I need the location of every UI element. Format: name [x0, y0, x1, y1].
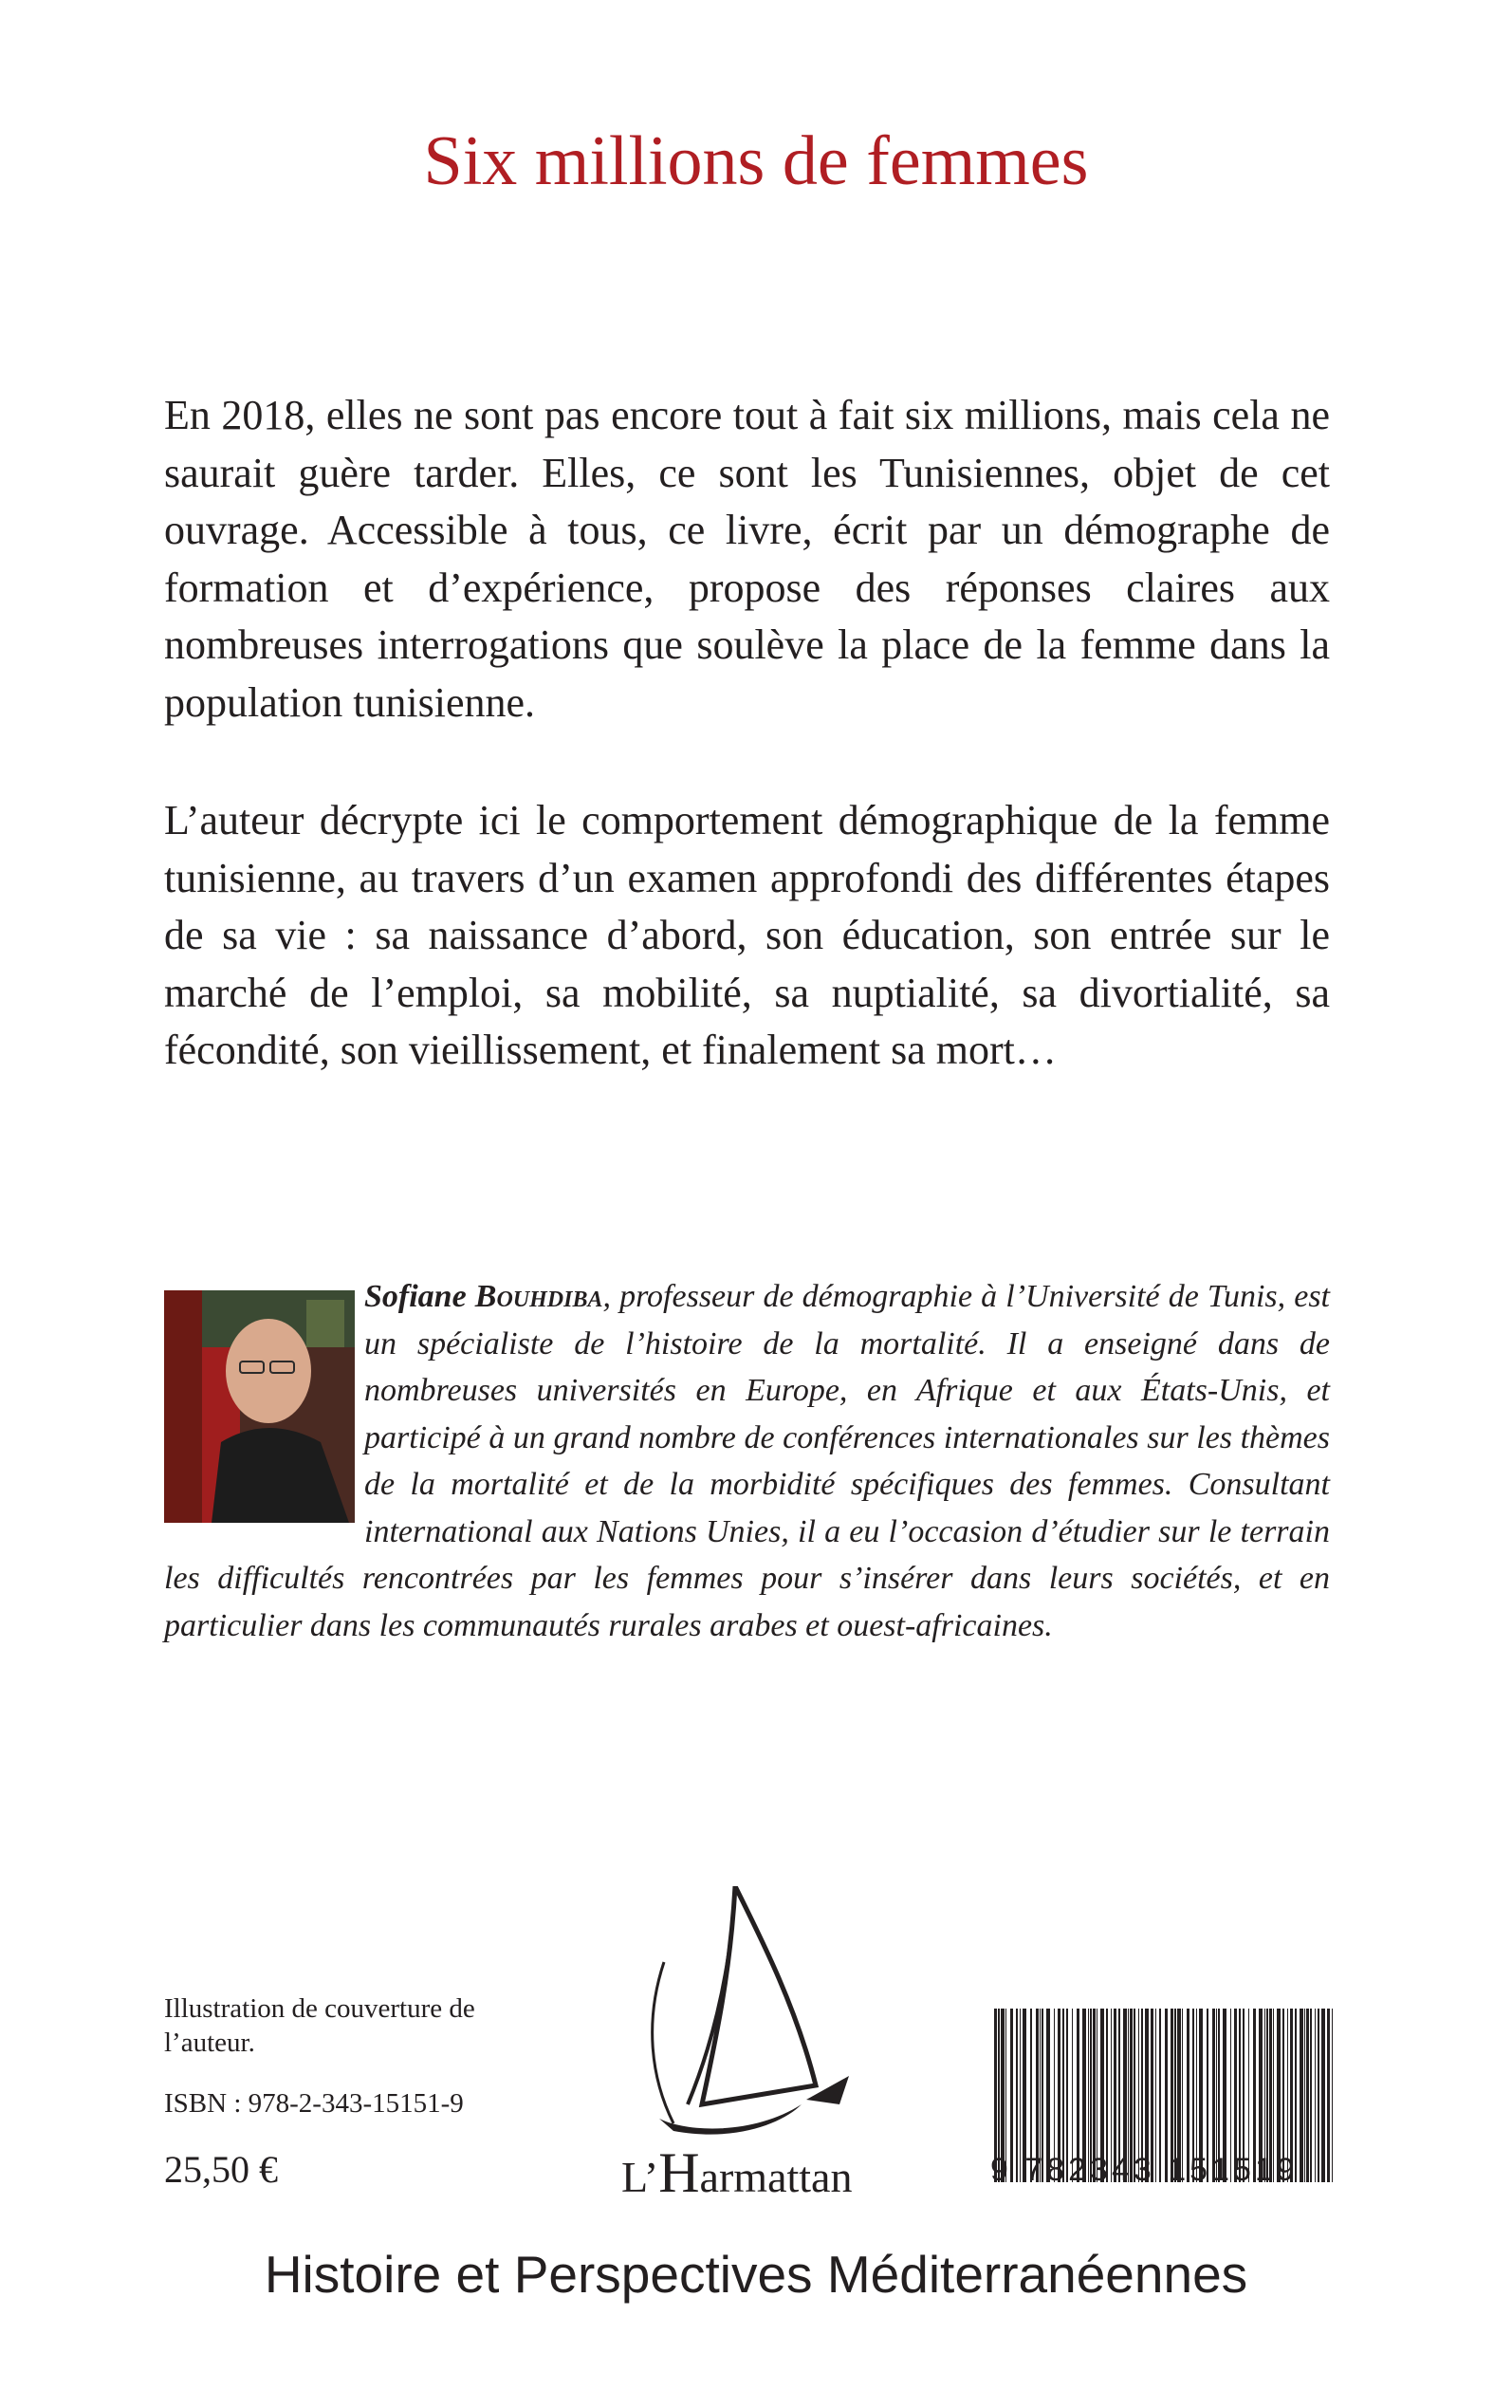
series-name: Histoire et Perspectives Méditerranéennes [264, 2245, 1248, 2304]
barcode-digits: 9 782343 151519 [990, 2152, 1299, 2188]
author-bio-text: , professeur de démographie à l’Université de Tunis, est un spécialiste de l’histoire de la mortalité. Il a enseigné dans de nombreuses universités en Europe, en Afrique et aux États-Unis, et participé à un grand nombre de conférences internationales sur les thèmes de la mortalité et de la morbidité spécifiques des femmes. Consultant international aux Nations Unies, il a eu l’occasion d’étudier sur le terrain les difficultés rencontrées par les femmes pour s’insérer dans leurs sociétés, et en particulier dans les communautés rurales arabes et ouest-africaines. [164, 1279, 1330, 1643]
cover-credit: Illustration de couverture de l’auteur. [164, 1993, 475, 2058]
author-bio [164, 1273, 1330, 1649]
isbn: ISBN : 978-2-343-15151-9 [164, 2088, 464, 2119]
author-name: Sofiane Bouhdiba [364, 1279, 603, 1314]
publisher-logo-text: L’Harmattan [621, 2141, 853, 2204]
blurb-paragraph-2: L’auteur décrypte ici le comportement démographique de la femme tunisienne, au travers d’un examen approfondi des différentes étapes de sa vie : sa naissance d’abord, son éducation, son entrée sur le marché de l’emploi, sa mobilité, sa nuptialité, sa divortialité, sa fécondité, son vieillissement, et finalement sa mort… [164, 797, 1330, 1073]
book-title: Six millions de femmes [423, 122, 1089, 200]
blurb-paragraph-1: En 2018, elles ne sont pas encore tout à fait six millions, mais cela ne saurait guère tarder. Elles, ce sont les Tunisiennes, objet de cet ouvrage. Accessible à tous, ce livre, écrit par un démographe de formation et d’expérience, propose des réponses claires aux nombreuses interrogations que soulève la place de la femme dans la population tunisienne. [164, 392, 1330, 726]
price: 25,50 € [164, 2148, 278, 2191]
